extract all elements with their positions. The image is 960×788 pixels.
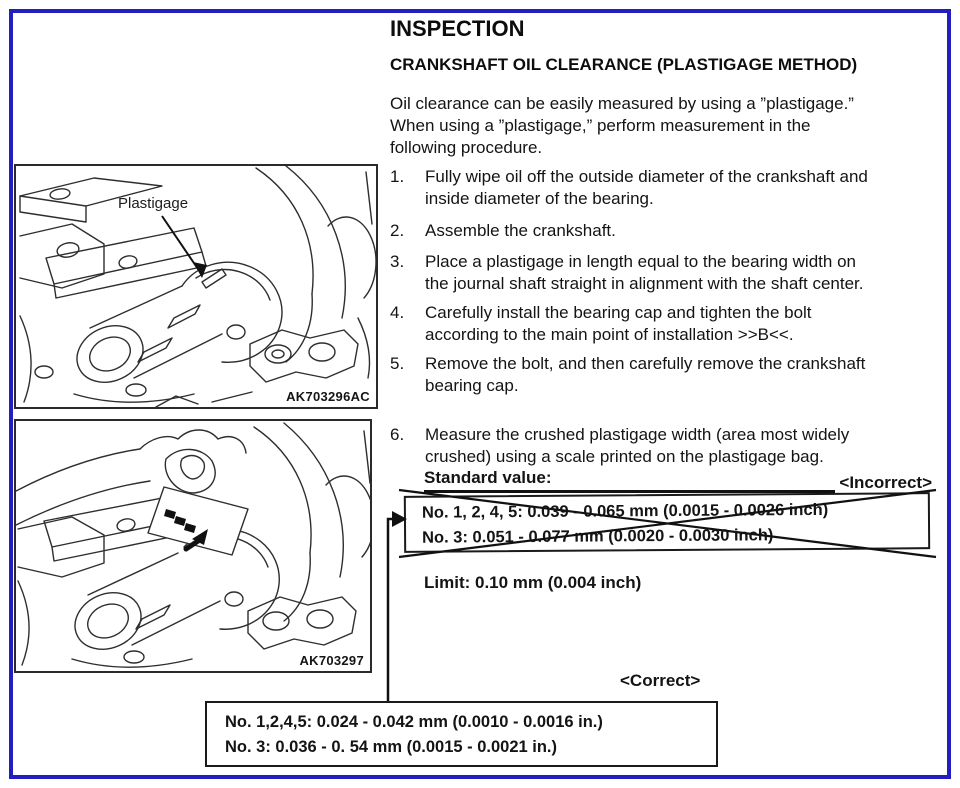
step-5 (390, 353, 948, 396)
step-text: Remove the bolt, and then carefully remove the crankshaft bearing cap. (425, 354, 866, 395)
incorrect-value-box: No. 1, 2, 4, 5: 0.039 - 0.065 mm (0.0015 - 0.0026 inch) No. 3: 0.051 - 0.077 mm (0.0020 - 0.0030 inch) (404, 492, 930, 553)
step-number: 5. (390, 354, 405, 373)
step-6 (390, 424, 948, 467)
figure-plastigage-placement (14, 164, 378, 409)
step-2 (390, 220, 948, 242)
step-number: 1. (390, 167, 405, 186)
standard-value-label: Standard value: (424, 468, 552, 487)
measurement-illustration (16, 421, 370, 671)
step-number: 2. (390, 221, 405, 240)
incorrect-tag: <Incorrect> (839, 473, 932, 492)
step-text: Fully wipe oil off the outside diameter of the crankshaft and inside diameter of the bearing. (425, 167, 868, 208)
correct-tag: <Correct> (620, 671, 701, 690)
plastigage-callout (118, 195, 207, 278)
section-title: CRANKSHAFT OIL CLEARANCE (PLASTIGAGE METHOD) (390, 55, 858, 74)
page-title: INSPECTION (390, 16, 525, 41)
step-number: 3. (390, 252, 405, 271)
standard-value-row (424, 468, 932, 493)
step-number: 4. (390, 303, 405, 322)
step-3 (390, 251, 948, 294)
figure-plastigage-measurement (14, 419, 372, 673)
plastigage-label: Plastigage (118, 195, 189, 212)
step-4 (390, 302, 948, 345)
step-text: Assemble the crankshaft. (425, 221, 616, 240)
step-text: Place a plastigage in length equal to the bearing width on the journal shaft straight in alignment with the shaft center. (425, 252, 864, 293)
limit-value: Limit: 0.10 mm (0.004 inch) (424, 573, 642, 592)
step-text: Carefully install the bearing cap and tighten the bolt according to the main point of installation >>B<<. (425, 303, 812, 344)
plastigage-scale-card (148, 487, 248, 555)
crankshaft-illustration (16, 166, 376, 407)
correct-value-box: No. 1,2,4,5: 0.024 - 0.042 mm (0.0010 - 0.0016 in.) No. 3: 0.036 - 0. 54 mm (0.0015 - 0.0021 in.) (205, 701, 718, 767)
intro-paragraph: Oil clearance can be easily measured by using a ”plastigage.” When using a ”plastigage,” perform measurement in the following procedure. (390, 94, 854, 157)
step-text: Measure the crushed plastigage width (area most widely crushed) using a scale printed on the plastigage bag. (425, 425, 850, 466)
step-number: 6. (390, 425, 405, 444)
figure2-code: AK703297 (296, 653, 364, 668)
figure1-code: AK703296AC (283, 389, 370, 404)
step-1 (390, 166, 948, 209)
